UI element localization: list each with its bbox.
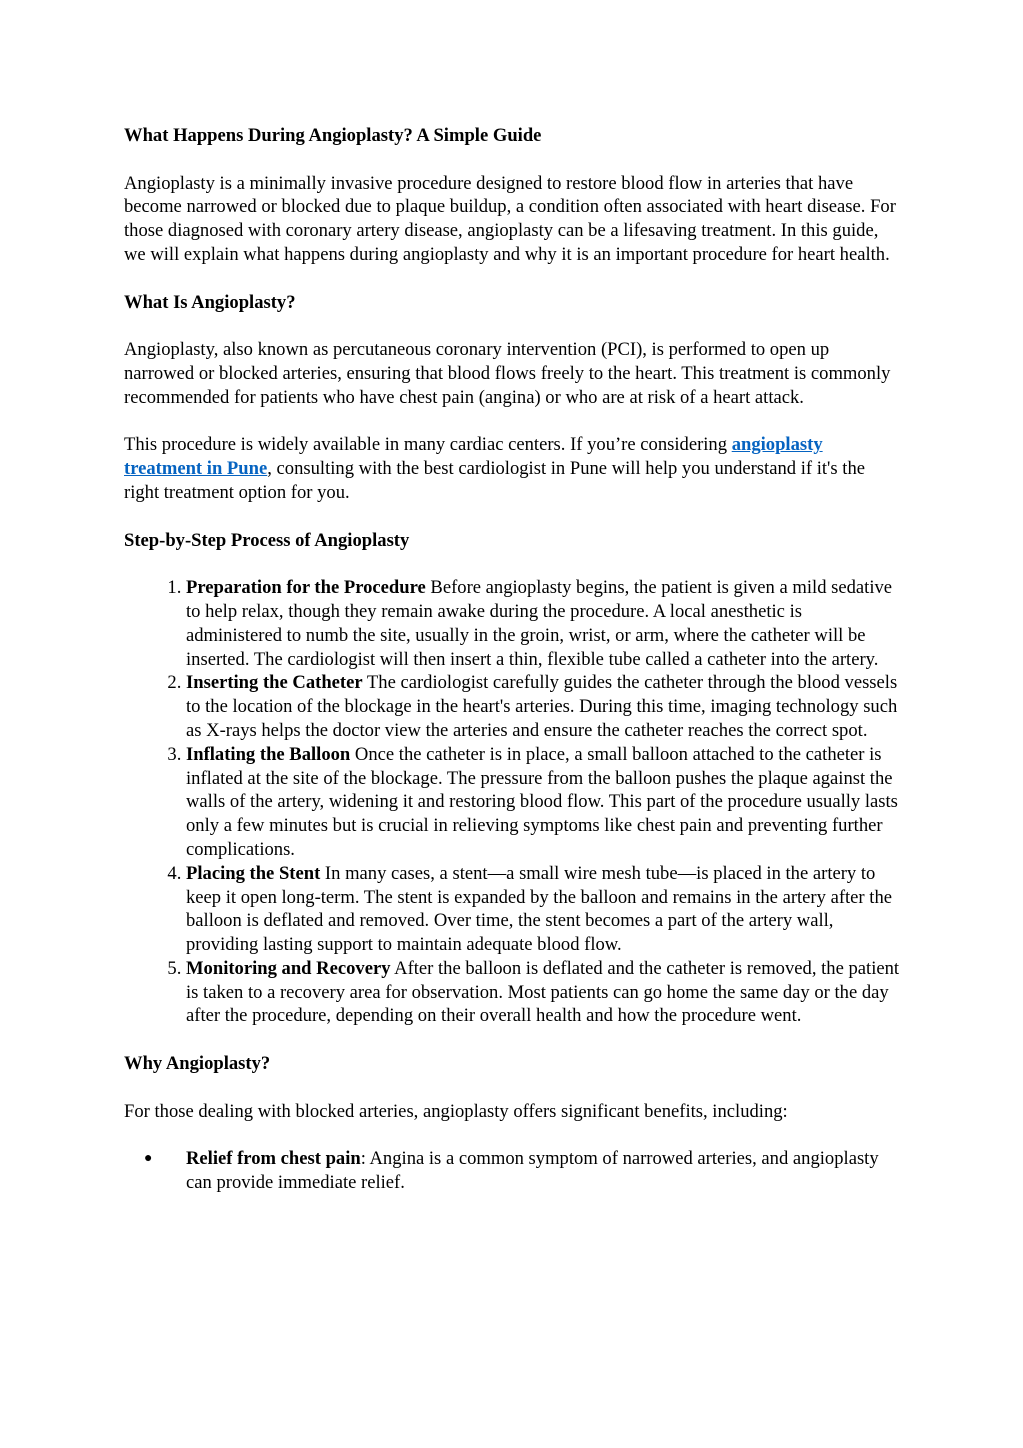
step-text: The cardiologist carefully guides the catheter through the blood vessels to the location of the blockage in the heart's arteries. During this time, imaging technology such as X-rays helps the doctor view the arteries and ensure the catheter reaches the correct spot. [186, 672, 898, 741]
step-item [186, 576, 902, 671]
page-title: What Happens During Angioplasty? A Simple Guide [124, 125, 542, 146]
step-item [186, 743, 902, 862]
step-item [186, 862, 902, 957]
step-text: Before angioplasty begins, the patient is given a mild sedative to help relax, though they remain awake during the procedure. A local anesthetic is administered to numb the site, usually in the groin, wrist, or arm, where the catheter will be inserted. The cardiologist will then insert a thin, flexible tube called a catheter into the artery. [186, 577, 893, 670]
bullet-icon: ● [144, 1151, 153, 1167]
step-item [186, 957, 902, 1028]
section-heading-why: Why Angioplasty? [124, 1053, 271, 1075]
steps-list [124, 576, 902, 1028]
availability-paragraph [124, 433, 902, 504]
availability-text-after: , consulting with the best cardiologist in Pune will help you understand if it's the right treatment option for you. [124, 458, 865, 503]
document-page [124, 124, 902, 1195]
step-text: After the balloon is deflated and the catheter is removed, the patient is taken to a recovery area for observation. Most patients can go home the same day or the day after the procedure, depending on their overall health and how the procedure went. [186, 957, 900, 1027]
step-title: Preparation for the Procedure [186, 577, 426, 599]
step-text: Once the catheter is in place, a small balloon attached to the catheter is inflated at the site of the blockage. The pressure from the balloon pushes the plaque against the walls of the artery, widening it and restoring blood flow. This part of the procedure usually lasts only a few minutes but is crucial in relieving symptoms like chest pain and preventing further complications. [186, 743, 898, 860]
section-heading-what-is: What Is Angioplasty? [124, 291, 296, 313]
step-title: Placing the Stent [186, 862, 321, 884]
benefit-title: Relief from chest pain [186, 1148, 361, 1170]
step-title: Monitoring and Recovery [186, 957, 391, 979]
intro-paragraph: Angioplasty is a minimally invasive procedure designed to restore blood flow in arteries that have become narrowed or blocked due to plaque buildup, a condition often associated with heart disease. For those diagnosed with coronary artery disease, angioplasty can be a lifesaving treatment. In this guide, we will explain what happens during angioplasty and why it is an important procedure for heart health. [124, 172, 896, 265]
step-title: Inflating the Balloon [186, 743, 351, 765]
availability-text-before: This procedure is widely available in many cardiac centers. If you’re considering [124, 434, 732, 456]
benefit-text: : Angina is a common symptom of narrowed arteries, and angioplasty can provide immediate relief. [186, 1148, 879, 1194]
step-title: Inserting the Catheter [186, 672, 363, 694]
angioplasty-pune-link[interactable]: angioplasty treatment in Pune [124, 434, 823, 480]
benefits-list [124, 1147, 902, 1195]
why-intro-paragraph: For those dealing with blocked arteries, angioplasty offers significant benefits, including: [124, 1100, 788, 1122]
benefit-item [144, 1147, 902, 1195]
what-is-paragraph: Angioplasty, also known as percutaneous coronary intervention (PCI), is performed to open up narrowed or blocked arteries, ensuring that blood flows freely to the heart. This treatment is commonly recommended for patients who have chest pain (angina) or who are at risk of a heart attack. [124, 339, 891, 408]
step-text: In many cases, a stent—a small wire mesh tube—is placed in the artery to keep it open long-term. The stent is expanded by the balloon and remains in the artery after the balloon is deflated and removed. Over time, the stent becomes a part of the artery wall, providing lasting support to maintain adequate blood flow. [186, 862, 892, 956]
step-item [186, 671, 902, 742]
section-heading-steps: Step-by-Step Process of Angioplasty [124, 529, 410, 551]
